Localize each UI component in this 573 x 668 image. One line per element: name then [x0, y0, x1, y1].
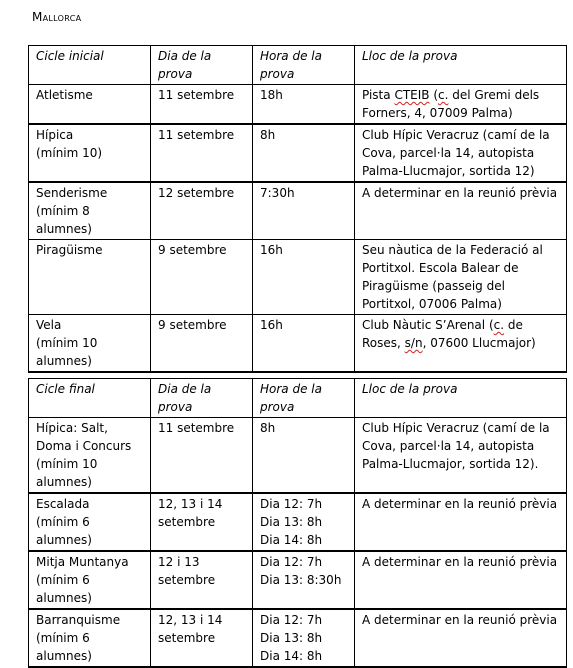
cell-day: 11 setembre — [151, 85, 253, 125]
table-row — [29, 182, 567, 240]
cell-place — [355, 240, 567, 315]
cell-hour: 8h — [253, 124, 355, 182]
cell-place — [355, 85, 567, 125]
header-dia: Dia de la prova — [151, 46, 253, 85]
cell-sport: Vela (mínim 10 alumnes) — [29, 315, 151, 373]
table-row — [29, 493, 567, 551]
cell-sport: Escalada (mínim 6 alumnes) — [29, 493, 151, 551]
header-cicle: Cicle inicial — [29, 46, 151, 85]
cell-place — [355, 418, 567, 494]
cell-day: 12 setembre — [151, 182, 253, 240]
cell-day: 9 setembre — [151, 240, 253, 315]
place-text: Pista — [362, 88, 395, 102]
cell-day: 11 setembre — [151, 124, 253, 182]
cell-day: 12, 13 i 14 setembre — [151, 609, 253, 667]
place-text: A determinar en la reunió prèvia — [362, 555, 558, 569]
place-text: A determinar en la reunió prèvia — [362, 497, 558, 511]
table-row — [29, 418, 567, 494]
cell-sport: Hípica (mínim 10) — [29, 124, 151, 182]
document-title: Mallorca — [32, 10, 82, 24]
cell-place — [355, 124, 567, 182]
place-text: A determinar en la reunió prèvia — [362, 186, 558, 200]
cell-sport: Senderisme (mínim 8 alumnes) — [29, 182, 151, 240]
cell-hour: 7:30h — [253, 182, 355, 240]
table-header-row — [29, 379, 567, 418]
table-header-row — [29, 46, 567, 85]
place-text: Seu nàutica de la Federació al Portitxol. Escola Balear de Piragüisme (passeig del Portitxol, 07006 Palma) — [362, 243, 543, 311]
header-dia: Dia de la prova — [151, 379, 253, 418]
cell-hour: 16h — [253, 240, 355, 315]
cell-day: 9 setembre — [151, 315, 253, 373]
cell-sport: Mitja Muntanya (mínim 6 alumnes) — [29, 551, 151, 609]
place-text: Club Hípic Veracruz (camí de la Cova, parcel·la 14, autopista Palma-Llucmajor, sortida 12) — [362, 128, 550, 178]
table-cicle-inicial — [28, 45, 567, 373]
header-lloc: Lloc de la prova — [355, 379, 567, 418]
header-hora: Hora de la prova — [253, 379, 355, 418]
cell-sport: Piragüisme — [29, 240, 151, 315]
place-text: Club Hípic Veracruz (camí de la Cova, parcel·la 14, autopista Palma-Llucmajor, sortida 12). — [362, 421, 550, 471]
header-cicle: Cicle final — [29, 379, 151, 418]
place-text: del Gremi dels Forners, 4, 07009 Palma) — [362, 88, 540, 120]
spellcheck-flagged-text: c. — [438, 88, 449, 102]
cell-hour: Dia 12: 7h Dia 13: 8h Dia 14: 8h — [253, 609, 355, 667]
cell-day: 11 setembre — [151, 418, 253, 494]
header-hora: Hora de la prova — [253, 46, 355, 85]
table-row — [29, 315, 567, 373]
cell-place — [355, 551, 567, 609]
table-cicle-final — [28, 378, 567, 668]
cell-sport: Hípica: Salt, Doma i Concurs (mínim 10 alumnes) — [29, 418, 151, 494]
cell-day: 12, 13 i 14 setembre — [151, 493, 253, 551]
cell-sport: Atletisme — [29, 85, 151, 125]
cell-sport: Barranquisme (mínim 6 alumnes) — [29, 609, 151, 667]
spellcheck-flagged-text: c. — [493, 318, 505, 332]
spellcheck-flagged-text: CTEIB — [394, 88, 430, 102]
cell-place — [355, 493, 567, 551]
table-row — [29, 124, 567, 182]
cell-hour: Dia 12: 7h Dia 13: 8:30h — [253, 551, 355, 609]
cell-hour: 16h — [253, 315, 355, 373]
header-lloc: Lloc de la prova — [355, 46, 567, 85]
table-row — [29, 551, 567, 609]
place-text: , 07600 Llucmajor) — [422, 336, 536, 350]
cell-place — [355, 609, 567, 667]
cell-day: 12 i 13 setembre — [151, 551, 253, 609]
place-text: de Roses, — [362, 318, 523, 350]
cell-hour: 8h — [253, 418, 355, 494]
place-text: ( — [429, 88, 438, 102]
cell-hour: Dia 12: 7h Dia 13: 8h Dia 14: 8h — [253, 493, 355, 551]
cell-place — [355, 182, 567, 240]
place-text: Club Nàutic S’Arenal ( — [362, 318, 494, 332]
table-row — [29, 609, 567, 667]
place-text: A determinar en la reunió prèvia — [362, 613, 558, 627]
cell-hour: 18h — [253, 85, 355, 125]
cell-place — [355, 315, 567, 373]
spellcheck-flagged-text: s/n — [404, 336, 423, 350]
table-row — [29, 85, 567, 125]
table-row — [29, 240, 567, 315]
